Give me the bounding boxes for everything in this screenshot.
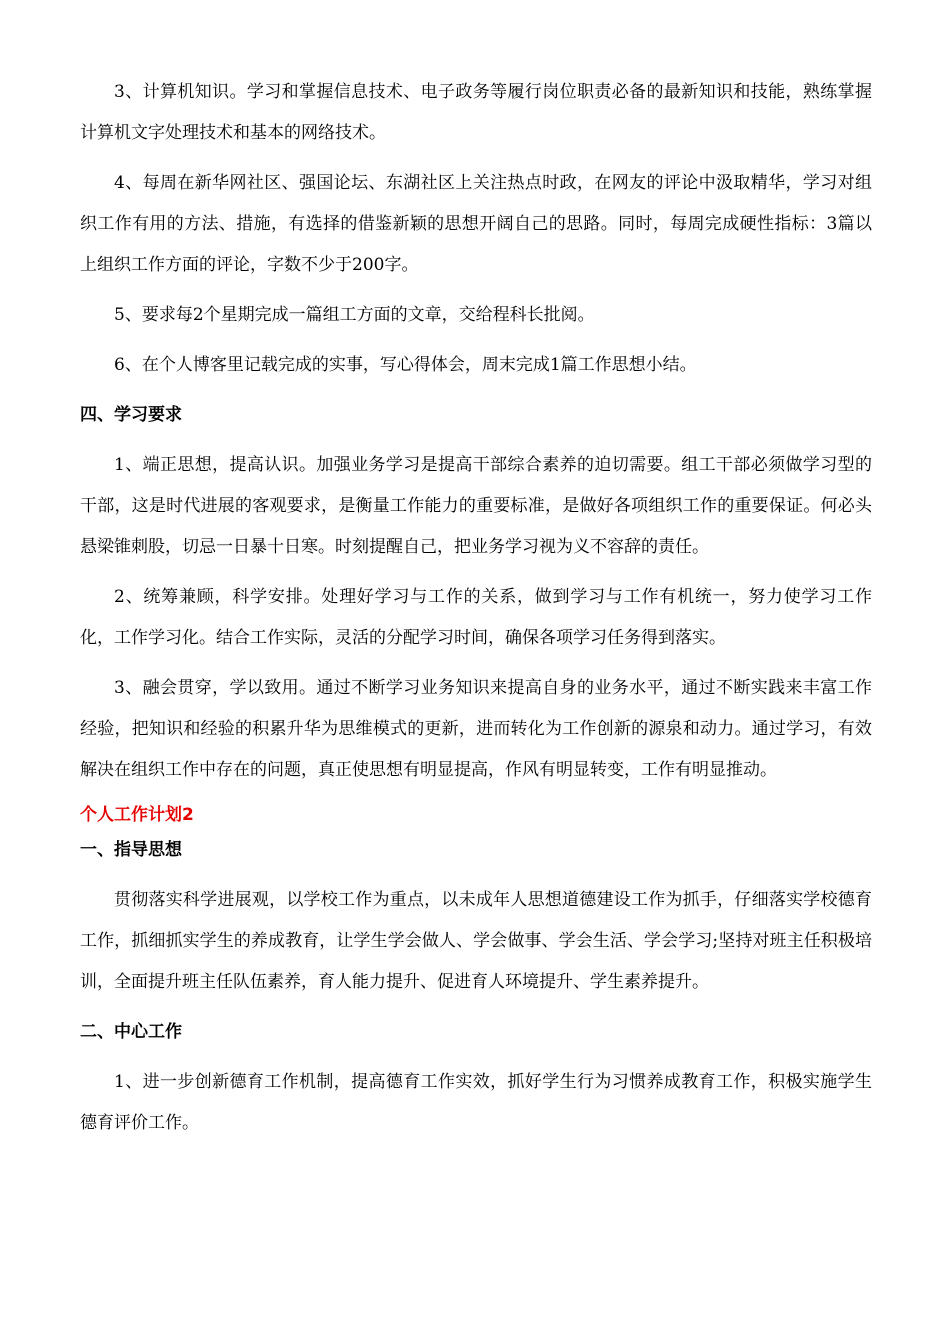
paragraph-item-5: 5、要求每2个星期完成一篇组工方面的文章，交给程科长批阅。 [114,305,595,325]
requirement-item-1: 1、端正思想，提高认识。加强业务学习是提高干部综合素养的迫切需要。组工干部必须做学习型的干部，这是时代进展的客观要求，是衡量工作能力的重要标准，是做好各项组织工作的重要保证。何必头悬梁锥刺股，切忌一日暴十日寒。时刻提醒自己，把业务学习视为义不容辞的责任。 [80,455,872,557]
paragraph-item-6: 6、在个人博客里记载完成的实事，写心得体会，周末完成1篇工作思想小结。 [114,355,697,375]
section-heading-core-work: 二、中心工作 [80,1022,182,1042]
document-body [80,72,872,1153]
core-work-item-1: 1、进一步创新德育工作机制，提高德育工作实效，抓好学生行为习惯养成教育工作，积极实施学生德育评价工作。 [80,1072,872,1133]
requirement-item-3: 3、融会贯穿，学以致用。通过不断学习业务知识来提高自身的业务水平，通过不断实践来丰富工作经验，把知识和经验的积累升华为思维模式的更新，进而转化为工作创新的源泉和动力。通过学习，有效解决在组织工作中存在的问题，真正使思想有明显提高，作风有明显转变，工作有明显推动。 [80,678,872,780]
section-heading-guiding-ideology: 一、指导思想 [80,840,182,860]
requirement-item-2: 2、统筹兼顾，科学安排。处理好学习与工作的关系，做到学习与工作有机统一，努力使学习工作化，工作学习化。结合工作实际，灵活的分配学习时间，确保各项学习任务得到落实。 [80,587,872,648]
plan2-title: 个人工作计划2 [80,805,194,825]
guiding-ideology-text: 贯彻落实科学进展观，以学校工作为重点，以未成年人思想道德建设工作为抓手，仔细落实学校德育工作，抓细抓实学生的养成教育，让学生学会做人、学会做事、学会生活、学会学习;坚持对班主任积极培训，全面提升班主任队伍素养，育人能力提升、促进育人环境提升、学生素养提升。 [80,890,872,992]
paragraph-item-4: 4、每周在新华网社区、强国论坛、东湖社区上关注热点时政，在网友的评论中汲取精华，学习对组织工作有用的方法、措施，有选择的借鉴新颖的思想开阔自己的思路。同时，每周完成硬性指标：3篇以上组织工作方面的评论，字数不少于200字。 [80,173,872,275]
section-heading-learning-requirements: 四、学习要求 [80,405,182,425]
paragraph-item-3: 3、计算机知识。学习和掌握信息技术、电子政务等履行岗位职责必备的最新知识和技能，熟练掌握计算机文字处理技术和基本的网络技术。 [80,82,872,143]
